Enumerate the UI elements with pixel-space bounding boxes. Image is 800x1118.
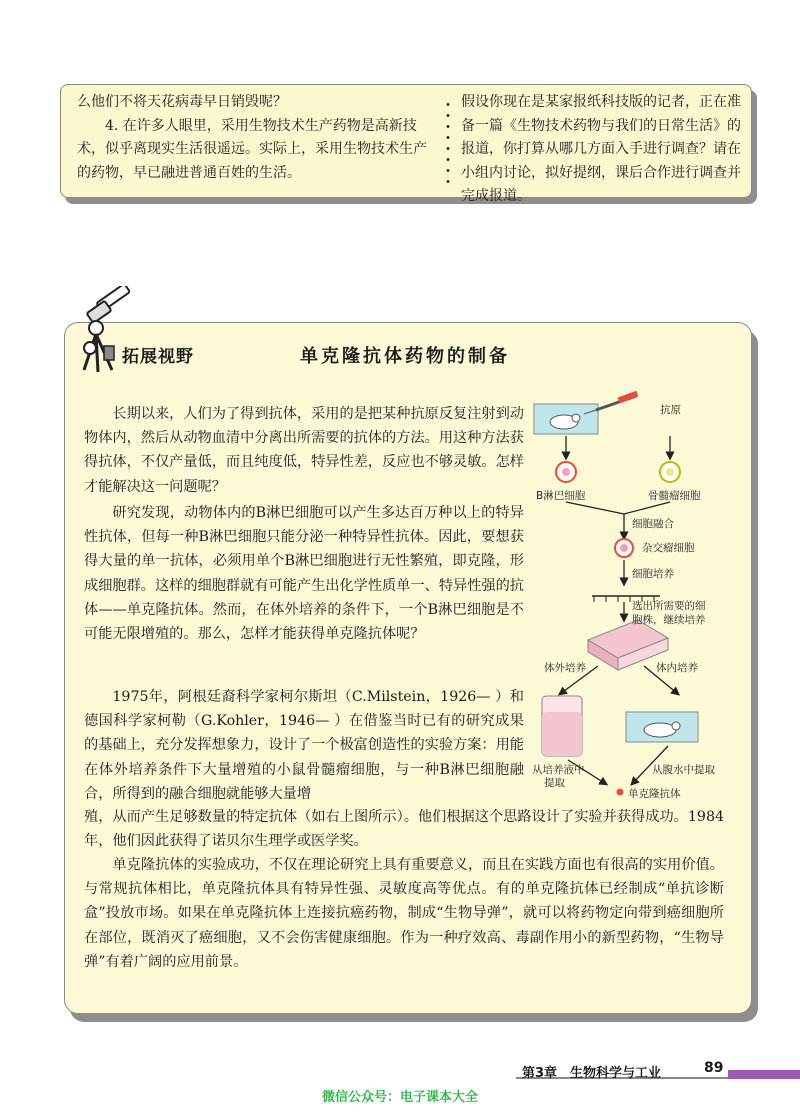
- paragraph-1: 长期以来，人们为了得到抗体，采用的是把某种抗原反复注射到动物体内，然后从动物血清中分离出所需要的抗体的方法。用这种方法获得抗体，不仅产量低，而且纯度低，特异性差，反应也不够灵敏。怎样才能解决这一问题呢？: [84, 406, 524, 495]
- label-in-vivo: 体内培养: [656, 662, 698, 674]
- mouse-injection-illustration: [534, 391, 638, 434]
- hybridoma-cell-icon: [615, 539, 633, 557]
- antibody-dot-icon: [617, 789, 624, 796]
- monoclonal-antibody-diagram: [528, 390, 750, 810]
- label-antigen: 抗原: [660, 404, 681, 416]
- chapter-label: 第3章 生物科学与工业: [522, 1066, 662, 1081]
- paragraph-4: 单克隆抗体的实验成功，不仅在理论研究上具有重要意义，而且在实践方面也有很高的实用价值。与常规抗体相比，单克隆抗体具有特异性强、灵敏度高等优点。有的单克隆抗体已经制成“单抗诊断盒”投放市场。如果在单克隆抗体上连接抗癌药物，制成“生物导弹”，就可以将药物定向带到癌细胞所在部位，既消灭了癌细胞，又不会伤害健康细胞。作为一种疗效高、毒副作用小的新型药物，“生物导弹”有着广阔的应用前景。: [84, 857, 724, 970]
- paragraph-3: 1975年，阿根廷裔科学家柯尔斯坦（C.Milstein，1926— ）和德国科学家柯勒（G.Kohler，1946— ）在借鉴当时已有的研究成果的基础上，充分发挥想象力，设计了一个极富创造性的实验方案：用能在体外培养条件下大量增殖的小鼠骨髓瘤细胞，与一种B淋巴细胞融合，所得到的融合细胞就能够大量增: [84, 689, 524, 802]
- label-hybridoma: 杂交瘤细胞: [642, 542, 695, 554]
- b-cell-icon: [556, 462, 576, 482]
- label-extract-ascites: 从腹水中提取: [652, 764, 715, 776]
- label-extract-medium-1: 从培养液中: [532, 764, 585, 776]
- culture-beaker-icon: [542, 696, 582, 756]
- page-number: 89: [704, 1060, 724, 1076]
- discussion-left-line1: 么他们不将天花病毒早日销毁呢？: [77, 94, 287, 110]
- discussion-right-column: [461, 91, 747, 209]
- extension-tag: 拓展视野: [122, 347, 194, 367]
- paragraph-2: 研究发现，动物体内的B淋巴细胞可以产生多达百万种以上的特异性抗体，但每一种B淋巴细胞只能分泌一种特异性抗体。因此，要想获得大量的单一抗体，必须用单个B淋巴细胞进行无性繁殖，即克隆，形成细胞群。这样的细胞群就有可能产生出化学性质单一、特异性强的抗体——单克隆抗体。然而，在体外培养的条件下，一个B淋巴细胞是不可能无限增殖的。那么，怎样才能获得单克隆抗体呢？: [84, 505, 524, 643]
- discussion-box: [60, 84, 752, 204]
- discussion-left-column: [77, 91, 439, 185]
- discussion-question-4: 4. 在许多人眼里，采用生物技术生产药物是高新技术，似乎离现实生活很遥远。实际上，采用生物技术生产的药物，早已融进普通百姓的生活。: [77, 117, 427, 181]
- label-b-cell: B淋巴细胞: [536, 490, 586, 502]
- label-culture: 细胞培养: [632, 568, 674, 580]
- paragraph-3-continued: 殖，从而产生足够数量的特定抗体（如右上图所示）。他们根据这个思路设计了实验并获得成功。1984年，他们因此获得了诺贝尔生理学或医学奖。: [84, 809, 724, 850]
- column-divider-dots: [445, 99, 451, 189]
- label-myeloma: 骨髓瘤细胞: [648, 490, 701, 502]
- watermark: 微信公众号：电子课本大全: [321, 1090, 478, 1105]
- label-monoclonal-antibody: 单克隆抗体: [628, 788, 681, 800]
- label-extract-medium-2: 提取: [544, 777, 565, 789]
- extension-title: 单克隆抗体药物的制备: [300, 346, 510, 367]
- label-select-2: 胞株，继续培养: [632, 614, 706, 626]
- myeloma-cell-icon: [660, 462, 680, 482]
- label-fusion: 细胞融合: [632, 518, 674, 530]
- label-select-1: 选出所需要的细: [632, 600, 706, 612]
- label-in-vitro: 体外培养: [544, 662, 586, 674]
- discussion-right-text: 假设你现在是某家报纸科技版的记者，正在准备一篇《生物技术药物与我们的日常生活》的报道，你打算从哪几方面入手进行调查？请在小组内讨论，拟好提纲，课后合作进行调查并完成报道。: [461, 94, 741, 204]
- footer-accent-bar: [728, 1070, 800, 1079]
- mouse-ascites-illustration: [626, 712, 698, 742]
